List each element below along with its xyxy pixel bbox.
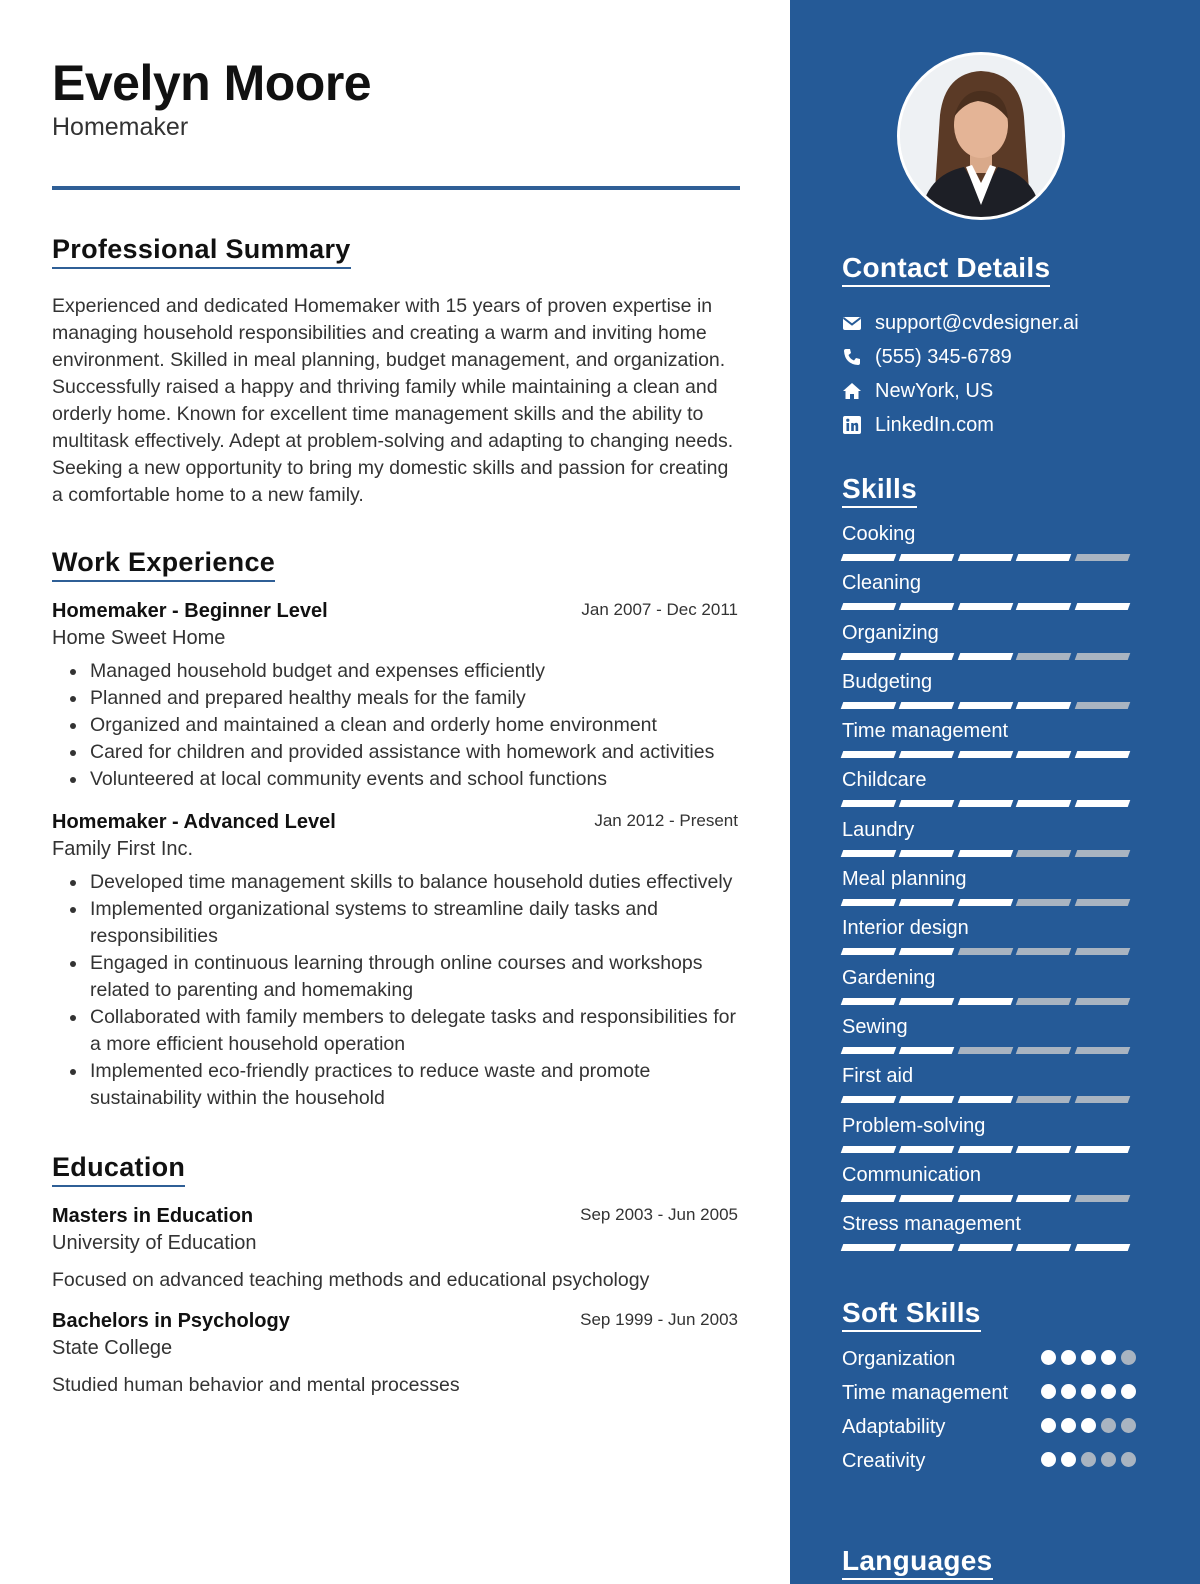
skill-name: Cleaning: [842, 572, 921, 595]
skill-level-segment: [841, 1195, 897, 1202]
skill-level-segment: [1016, 948, 1072, 955]
education-date: Sep 2003 - Jun 2005: [580, 1205, 738, 1224]
skill-level-segment: [899, 998, 955, 1005]
skill-level-segment: [1074, 800, 1130, 807]
skill-level-segment: [1016, 702, 1072, 709]
skill-level-segment: [1016, 800, 1072, 807]
skill-level-segment: [958, 554, 1014, 561]
skill-level-bar: [842, 653, 1134, 660]
job-title: Homemaker - Beginner Level: [52, 600, 328, 622]
skill-level-segment: [1074, 1195, 1130, 1202]
rating-dot: [1101, 1350, 1116, 1365]
skill-level-segment: [1074, 998, 1130, 1005]
skill-level-segment: [1016, 1195, 1072, 1202]
skill-level-segment: [899, 1047, 955, 1054]
skill-item: [842, 964, 1134, 1013]
phone-icon: [842, 347, 862, 367]
skill-level-segment: [841, 800, 897, 807]
soft-skill-item: [842, 1447, 1136, 1475]
skill-level-bar: [842, 899, 1134, 906]
rating-dot: [1101, 1418, 1116, 1433]
skill-level-segment: [841, 554, 897, 561]
skill-item: [842, 766, 1134, 815]
job-bullet: • Collaborated with family members to delegate tasks and responsibilities for a more efficient household operation: [88, 1004, 740, 1058]
skill-name: First aid: [842, 1065, 914, 1088]
soft-skill-rating: [1036, 1452, 1136, 1467]
soft-skill-name: Creativity: [842, 1450, 926, 1472]
job-bullets: [52, 869, 740, 1112]
work-heading: Work Experience: [52, 547, 275, 582]
skill-level-segment: [1016, 998, 1072, 1005]
rating-dot: [1081, 1384, 1096, 1399]
skill-level-segment: [1074, 899, 1130, 906]
school: State College: [52, 1337, 173, 1359]
skill-level-bar: [842, 603, 1134, 610]
rating-dot: [1081, 1350, 1096, 1365]
skill-level-segment: [899, 948, 955, 955]
rating-dot: [1121, 1350, 1136, 1365]
skill-level-segment: [1016, 554, 1072, 561]
skill-level-segment: [1016, 1047, 1072, 1054]
skill-level-segment: [841, 653, 897, 660]
summary-text: Experienced and dedicated Homemaker with 15 years of proven expertise in managing household responsibilities and creating a warm and inviting home environment. Skilled in meal planning, budget management, and organization. Successfully raised a happy and thriving family while maintaining a clean and orderly home. Known for excellent time management skills and the ability to multitask effectively. Adept at problem-solving and adapting to changing needs. Seeking a new opportunity to bring my domestic skills and passion for creating a comfortable home to a new family.: [52, 295, 734, 506]
degree: Masters in Education: [52, 1205, 254, 1227]
skill-level-bar: [842, 850, 1134, 857]
skill-item: [842, 1062, 1134, 1111]
education-desc: Focused on advanced teaching methods and educational psychology: [52, 1269, 650, 1291]
skill-level-segment: [841, 948, 897, 955]
skill-level-bar: [842, 751, 1134, 758]
skill-item: [842, 1161, 1134, 1210]
profile-photo: [897, 52, 1065, 220]
degree: Bachelors in Psychology: [52, 1310, 290, 1332]
skill-level-segment: [841, 899, 897, 906]
contact-phone[interactable]: [842, 340, 1079, 374]
skill-level-segment: [958, 603, 1014, 610]
skill-level-segment: [899, 554, 955, 561]
skill-level-segment: [841, 603, 897, 610]
rating-dot: [1081, 1418, 1096, 1433]
candidate-name: Evelyn Moore: [52, 55, 372, 111]
skill-level-segment: [1074, 850, 1130, 857]
skill-level-segment: [1016, 850, 1072, 857]
skill-level-segment: [899, 751, 955, 758]
skill-item: [842, 668, 1134, 717]
rating-dot: [1121, 1384, 1136, 1399]
rating-dot: [1041, 1452, 1056, 1467]
rating-dot: [1061, 1384, 1076, 1399]
job-bullet: • Managed household budget and expenses efficiently: [88, 658, 740, 685]
skill-name: Communication: [842, 1163, 981, 1186]
soft-skill-name: Adaptability: [842, 1416, 946, 1438]
skill-level-bar: [842, 948, 1134, 955]
skill-level-segment: [958, 702, 1014, 709]
skill-item: [842, 619, 1134, 668]
sidebar: [790, 0, 1200, 1584]
skill-level-segment: [1074, 948, 1130, 955]
skill-item: [842, 816, 1134, 865]
skill-name: Laundry: [842, 818, 915, 841]
education-entry: [52, 1310, 740, 1397]
rating-dot: [1081, 1452, 1096, 1467]
candidate-title: Homemaker: [52, 113, 189, 141]
job-entry: [52, 600, 740, 793]
skill-level-segment: [841, 751, 897, 758]
job-date: Jan 2007 - Dec 2011: [581, 600, 738, 619]
job-bullet: • Engaged in continuous learning through online courses and workshops related to parenting and homemaking: [88, 950, 740, 1004]
skill-level-segment: [958, 998, 1014, 1005]
soft-skill-item: [842, 1345, 1136, 1373]
job-title: Homemaker - Advanced Level: [52, 811, 336, 833]
skill-item: [842, 569, 1134, 618]
main-column: [52, 48, 740, 1397]
skill-item: [842, 520, 1134, 569]
soft-skills-list: [842, 1345, 1136, 1481]
phone-text: (555) 345-6789: [875, 345, 1012, 368]
school: University of Education: [52, 1232, 257, 1254]
skill-item: [842, 1013, 1134, 1062]
location-text: NewYork, US: [875, 379, 994, 402]
skill-level-segment: [958, 751, 1014, 758]
skill-name: Time management: [842, 720, 1008, 743]
skill-level-segment: [1016, 1146, 1072, 1153]
contact-linkedin[interactable]: [842, 408, 1079, 442]
skill-level-segment: [899, 653, 955, 660]
skills-heading: Skills: [842, 473, 917, 508]
rating-dot: [1121, 1418, 1136, 1433]
soft-skill-rating: [1036, 1384, 1136, 1399]
skill-name: Childcare: [842, 769, 927, 792]
job-bullet: • Implemented organizational systems to streamline daily tasks and responsibilities: [88, 896, 740, 950]
skill-level-segment: [958, 800, 1014, 807]
soft-skill-item: [842, 1413, 1136, 1441]
skill-level-segment: [841, 998, 897, 1005]
skill-item: [842, 865, 1134, 914]
rating-dot: [1121, 1452, 1136, 1467]
skill-level-segment: [1016, 751, 1072, 758]
skill-level-segment: [958, 1047, 1014, 1054]
languages-heading: Languages: [842, 1545, 993, 1580]
header-divider: [52, 186, 740, 190]
skill-level-segment: [958, 1195, 1014, 1202]
skill-level-segment: [1016, 603, 1072, 610]
skill-level-segment: [958, 653, 1014, 660]
education-heading: Education: [52, 1152, 185, 1187]
job-entry: [52, 811, 740, 1112]
skills-list: [842, 520, 1134, 1259]
skill-name: Stress management: [842, 1213, 1021, 1236]
skill-level-segment: [899, 1195, 955, 1202]
skill-name: Sewing: [842, 1015, 908, 1038]
skill-level-bar: [842, 1096, 1134, 1103]
skill-level-segment: [1016, 653, 1072, 660]
skill-level-segment: [899, 1096, 955, 1103]
skill-level-segment: [958, 899, 1014, 906]
job-bullet: • Implemented eco-friendly practices to reduce waste and promote sustainability within the household: [88, 1058, 740, 1112]
skill-name: Cooking: [842, 523, 916, 545]
skill-level-segment: [899, 1146, 955, 1153]
skill-level-segment: [1016, 1244, 1072, 1251]
skill-level-bar: [842, 1244, 1134, 1251]
linkedin-text: LinkedIn.com: [875, 413, 994, 436]
job-bullet: • Developed time management skills to balance household duties effectively: [88, 869, 740, 896]
skill-item: [842, 717, 1134, 766]
education-desc: Studied human behavior and mental processes: [52, 1374, 460, 1396]
job-org: Home Sweet Home: [52, 627, 226, 649]
skill-level-segment: [841, 702, 897, 709]
skill-name: Problem-solving: [842, 1114, 986, 1137]
linkedin-icon: [842, 415, 862, 435]
skill-level-segment: [841, 1244, 897, 1251]
job-bullets: [52, 658, 740, 793]
soft-skill-rating: [1036, 1350, 1136, 1365]
soft-skills-heading: Soft Skills: [842, 1297, 981, 1332]
skill-name: Gardening: [842, 966, 936, 989]
rating-dot: [1101, 1452, 1116, 1467]
skill-level-bar: [842, 1195, 1134, 1202]
skill-level-segment: [1074, 1244, 1130, 1251]
summary-heading: Professional Summary: [52, 234, 351, 269]
rating-dot: [1101, 1384, 1116, 1399]
education-date: Sep 1999 - Jun 2003: [580, 1310, 738, 1329]
job-date: Jan 2012 - Present: [594, 811, 738, 830]
skill-level-segment: [899, 850, 955, 857]
job-bullet: • Organized and maintained a clean and orderly home environment: [88, 712, 740, 739]
skill-level-segment: [841, 1096, 897, 1103]
skill-level-bar: [842, 998, 1134, 1005]
soft-skill-item: [842, 1379, 1136, 1407]
job-bullet: • Volunteered at local community events and school functions: [88, 766, 740, 793]
contact-location: [842, 374, 1079, 408]
job-org: Family First Inc.: [52, 838, 194, 860]
skill-item: [842, 914, 1134, 963]
skill-name: Organizing: [842, 621, 939, 644]
home-icon: [842, 381, 862, 401]
job-bullet: • Planned and prepared healthy meals for the family: [88, 685, 740, 712]
skill-name: Budgeting: [842, 670, 933, 693]
skill-level-segment: [1074, 653, 1130, 660]
contact-heading: Contact Details: [842, 252, 1050, 287]
skill-level-segment: [1074, 554, 1130, 561]
skill-level-bar: [842, 800, 1134, 807]
rating-dot: [1041, 1418, 1056, 1433]
skill-level-segment: [958, 1096, 1014, 1103]
rating-dot: [1061, 1452, 1076, 1467]
skill-level-segment: [958, 1244, 1014, 1251]
skill-level-segment: [899, 800, 955, 807]
skill-level-segment: [841, 1047, 897, 1054]
skill-level-segment: [841, 1146, 897, 1153]
skill-level-segment: [958, 1146, 1014, 1153]
skill-level-segment: [1016, 1096, 1072, 1103]
skill-level-segment: [958, 850, 1014, 857]
skill-level-segment: [1074, 1096, 1130, 1103]
skill-level-bar: [842, 702, 1134, 709]
skill-level-segment: [1074, 1146, 1130, 1153]
skill-level-segment: [1074, 1047, 1130, 1054]
skill-level-segment: [899, 1244, 955, 1251]
skill-item: [842, 1210, 1134, 1259]
skill-level-bar: [842, 1146, 1134, 1153]
rating-dot: [1041, 1384, 1056, 1399]
rating-dot: [1061, 1418, 1076, 1433]
skill-level-bar: [842, 554, 1134, 561]
skill-level-segment: [1074, 603, 1130, 610]
job-bullet: • Cared for children and provided assistance with homework and activities: [88, 739, 740, 766]
skill-level-bar: [842, 1047, 1134, 1054]
skill-level-segment: [899, 603, 955, 610]
skill-item: [842, 1112, 1134, 1161]
skill-level-segment: [899, 702, 955, 709]
envelope-icon: [842, 313, 862, 333]
contact-email[interactable]: [842, 306, 1079, 340]
skill-level-segment: [841, 850, 897, 857]
education-entry: [52, 1205, 740, 1292]
skill-level-segment: [1074, 702, 1130, 709]
soft-skill-name: Organization: [842, 1348, 956, 1370]
rating-dot: [1041, 1350, 1056, 1365]
skill-name: Interior design: [842, 917, 969, 940]
skill-level-segment: [958, 948, 1014, 955]
soft-skill-name: Time management: [842, 1382, 1008, 1404]
skill-level-segment: [1016, 899, 1072, 906]
person-portrait-icon: [900, 55, 1062, 217]
skill-name: Meal planning: [842, 868, 967, 891]
contact-list: [842, 306, 1079, 442]
soft-skill-rating: [1036, 1418, 1136, 1433]
skill-level-segment: [1074, 751, 1130, 758]
skill-level-segment: [899, 899, 955, 906]
rating-dot: [1061, 1350, 1076, 1365]
email-text: support@cvdesigner.ai: [875, 311, 1079, 334]
